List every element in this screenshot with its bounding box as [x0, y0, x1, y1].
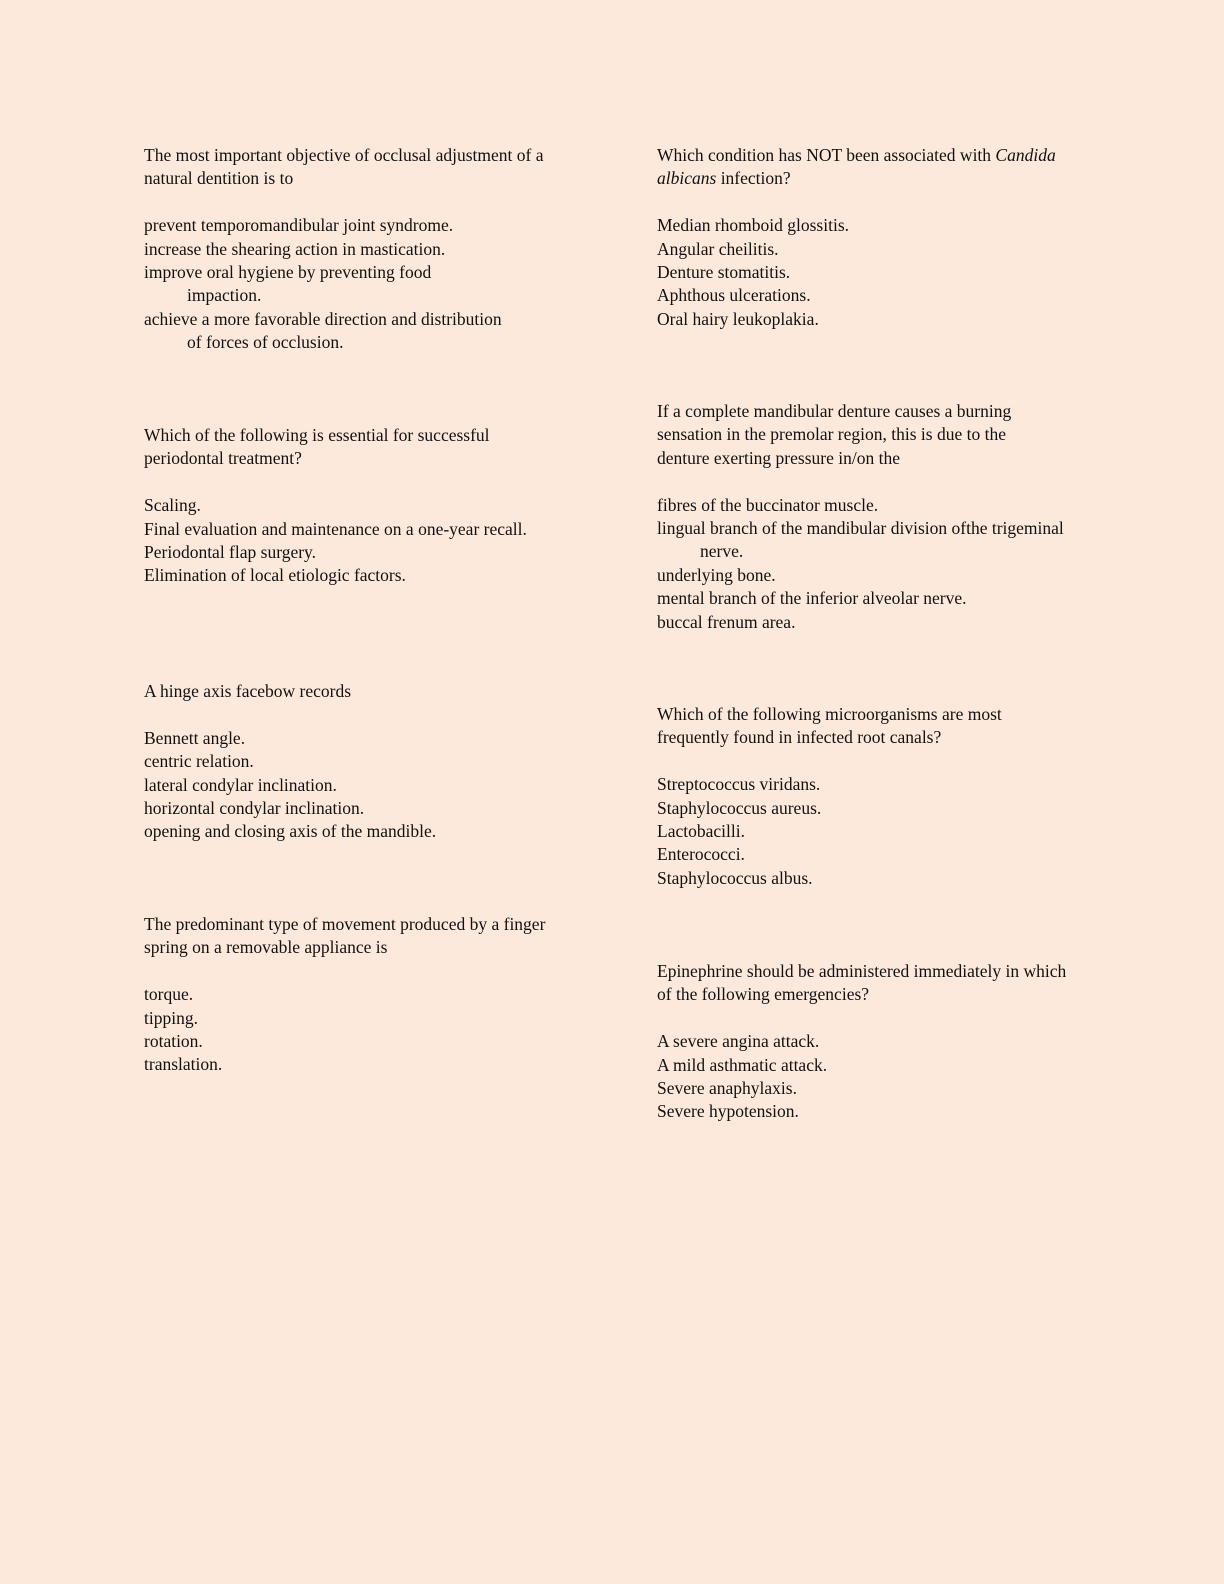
answer-option: Angular cheilitis. — [657, 238, 779, 259]
question-stem: Which of the following is essential for successful periodontal treatment? — [144, 425, 490, 469]
answer-option: underlying bone. — [657, 564, 776, 585]
answer-option: rotation. — [144, 1031, 203, 1052]
answer-option: centric relation. — [144, 751, 254, 772]
answer-option: prevent temporomandibular joint syndrome. — [144, 215, 454, 236]
answer-option: Denture stomatitis. — [657, 262, 791, 283]
question-5 — [144, 680, 584, 844]
answer-option: mental branch of the inferior alveolar nerve. — [657, 588, 967, 609]
question-2 — [657, 144, 1097, 331]
question-stem: Which of the following microorganisms are most frequently found in infected root canals? — [657, 704, 1002, 748]
answer-option: Scaling. — [144, 495, 201, 516]
question-3 — [144, 424, 584, 588]
answer-options — [657, 494, 1097, 634]
answer-option: Enterococci. — [657, 844, 745, 865]
question-stem: Epinephrine should be administered immediately in which of the following emergencies? — [657, 961, 1067, 1005]
answer-option: A severe angina attack. — [657, 1031, 820, 1052]
answer-options — [144, 214, 584, 354]
answer-option: translation. — [144, 1054, 223, 1075]
answer-option: torque. — [144, 984, 194, 1005]
answer-option: Median rhomboid glossitis. — [657, 215, 850, 236]
answer-options — [657, 1030, 1097, 1124]
answer-option: Periodontal flap surgery. — [144, 542, 317, 563]
question-6 — [657, 703, 1097, 890]
answer-option: Staphylococcus albus. — [657, 867, 813, 888]
question-stem: If a complete mandibular denture causes a burning sensation in the premolar region, this is due to the denture exerting pressure in/on the — [657, 401, 1012, 468]
answer-options — [657, 214, 1097, 331]
question-stem: The most important objective of occlusal adjustment of a natural dentition is to — [144, 145, 544, 189]
question-stem: The predominant type of movement produced by a finger spring on a removable appliance is — [144, 914, 546, 958]
answer-option: tipping. — [144, 1007, 198, 1028]
question-stem-italic: Candida albicans — [657, 145, 1056, 189]
answer-options — [144, 494, 584, 588]
question-stem: A hinge axis facebow records — [144, 681, 352, 701]
question-stem-text: Which condition has NOT been associated with — [657, 145, 992, 165]
answer-option: increase the shearing action in mastication. — [144, 238, 446, 259]
answer-options — [144, 983, 584, 1077]
answer-option: horizontal condylar inclination. — [144, 798, 365, 819]
answer-option: Severe anaphylaxis. — [657, 1078, 797, 1099]
question-7 — [144, 913, 584, 1077]
question-stem — [657, 144, 1057, 191]
answer-option: Bennett angle. — [144, 727, 246, 748]
answer-option: improve oral hygiene by preventing food impaction. — [144, 262, 432, 306]
answer-option: buccal frenum area. — [657, 611, 796, 632]
answer-option: lingual branch of the mandibular division ofthe trigeminal nerve. — [657, 518, 1064, 562]
answer-options — [144, 727, 584, 844]
answer-option: A mild asthmatic attack. — [657, 1054, 828, 1075]
question-8 — [657, 960, 1097, 1124]
question-1 — [144, 144, 584, 355]
answer-option: Staphylococcus aureus. — [657, 797, 822, 818]
answer-options — [657, 773, 1097, 890]
answer-option: Lactobacilli. — [657, 821, 745, 842]
question-stem-text: infection? — [720, 168, 791, 189]
answer-option: Severe hypotension. — [657, 1101, 799, 1122]
answer-option: Elimination of local etiologic factors. — [144, 565, 406, 586]
answer-option: achieve a more favorable direction and distribution of forces of occlusion. — [144, 308, 502, 353]
answer-option: lateral condylar inclination. — [144, 774, 337, 795]
answer-option: Streptococcus viridans. — [657, 774, 821, 795]
question-4 — [657, 400, 1097, 634]
answer-option: Final evaluation and maintenance on a one-year recall. — [144, 518, 527, 539]
answer-option: Oral hairy leukoplakia. — [657, 308, 819, 329]
answer-option: Aphthous ulcerations. — [657, 285, 811, 306]
answer-option: opening and closing axis of the mandible. — [144, 821, 437, 842]
answer-option: fibres of the buccinator muscle. — [657, 494, 879, 515]
